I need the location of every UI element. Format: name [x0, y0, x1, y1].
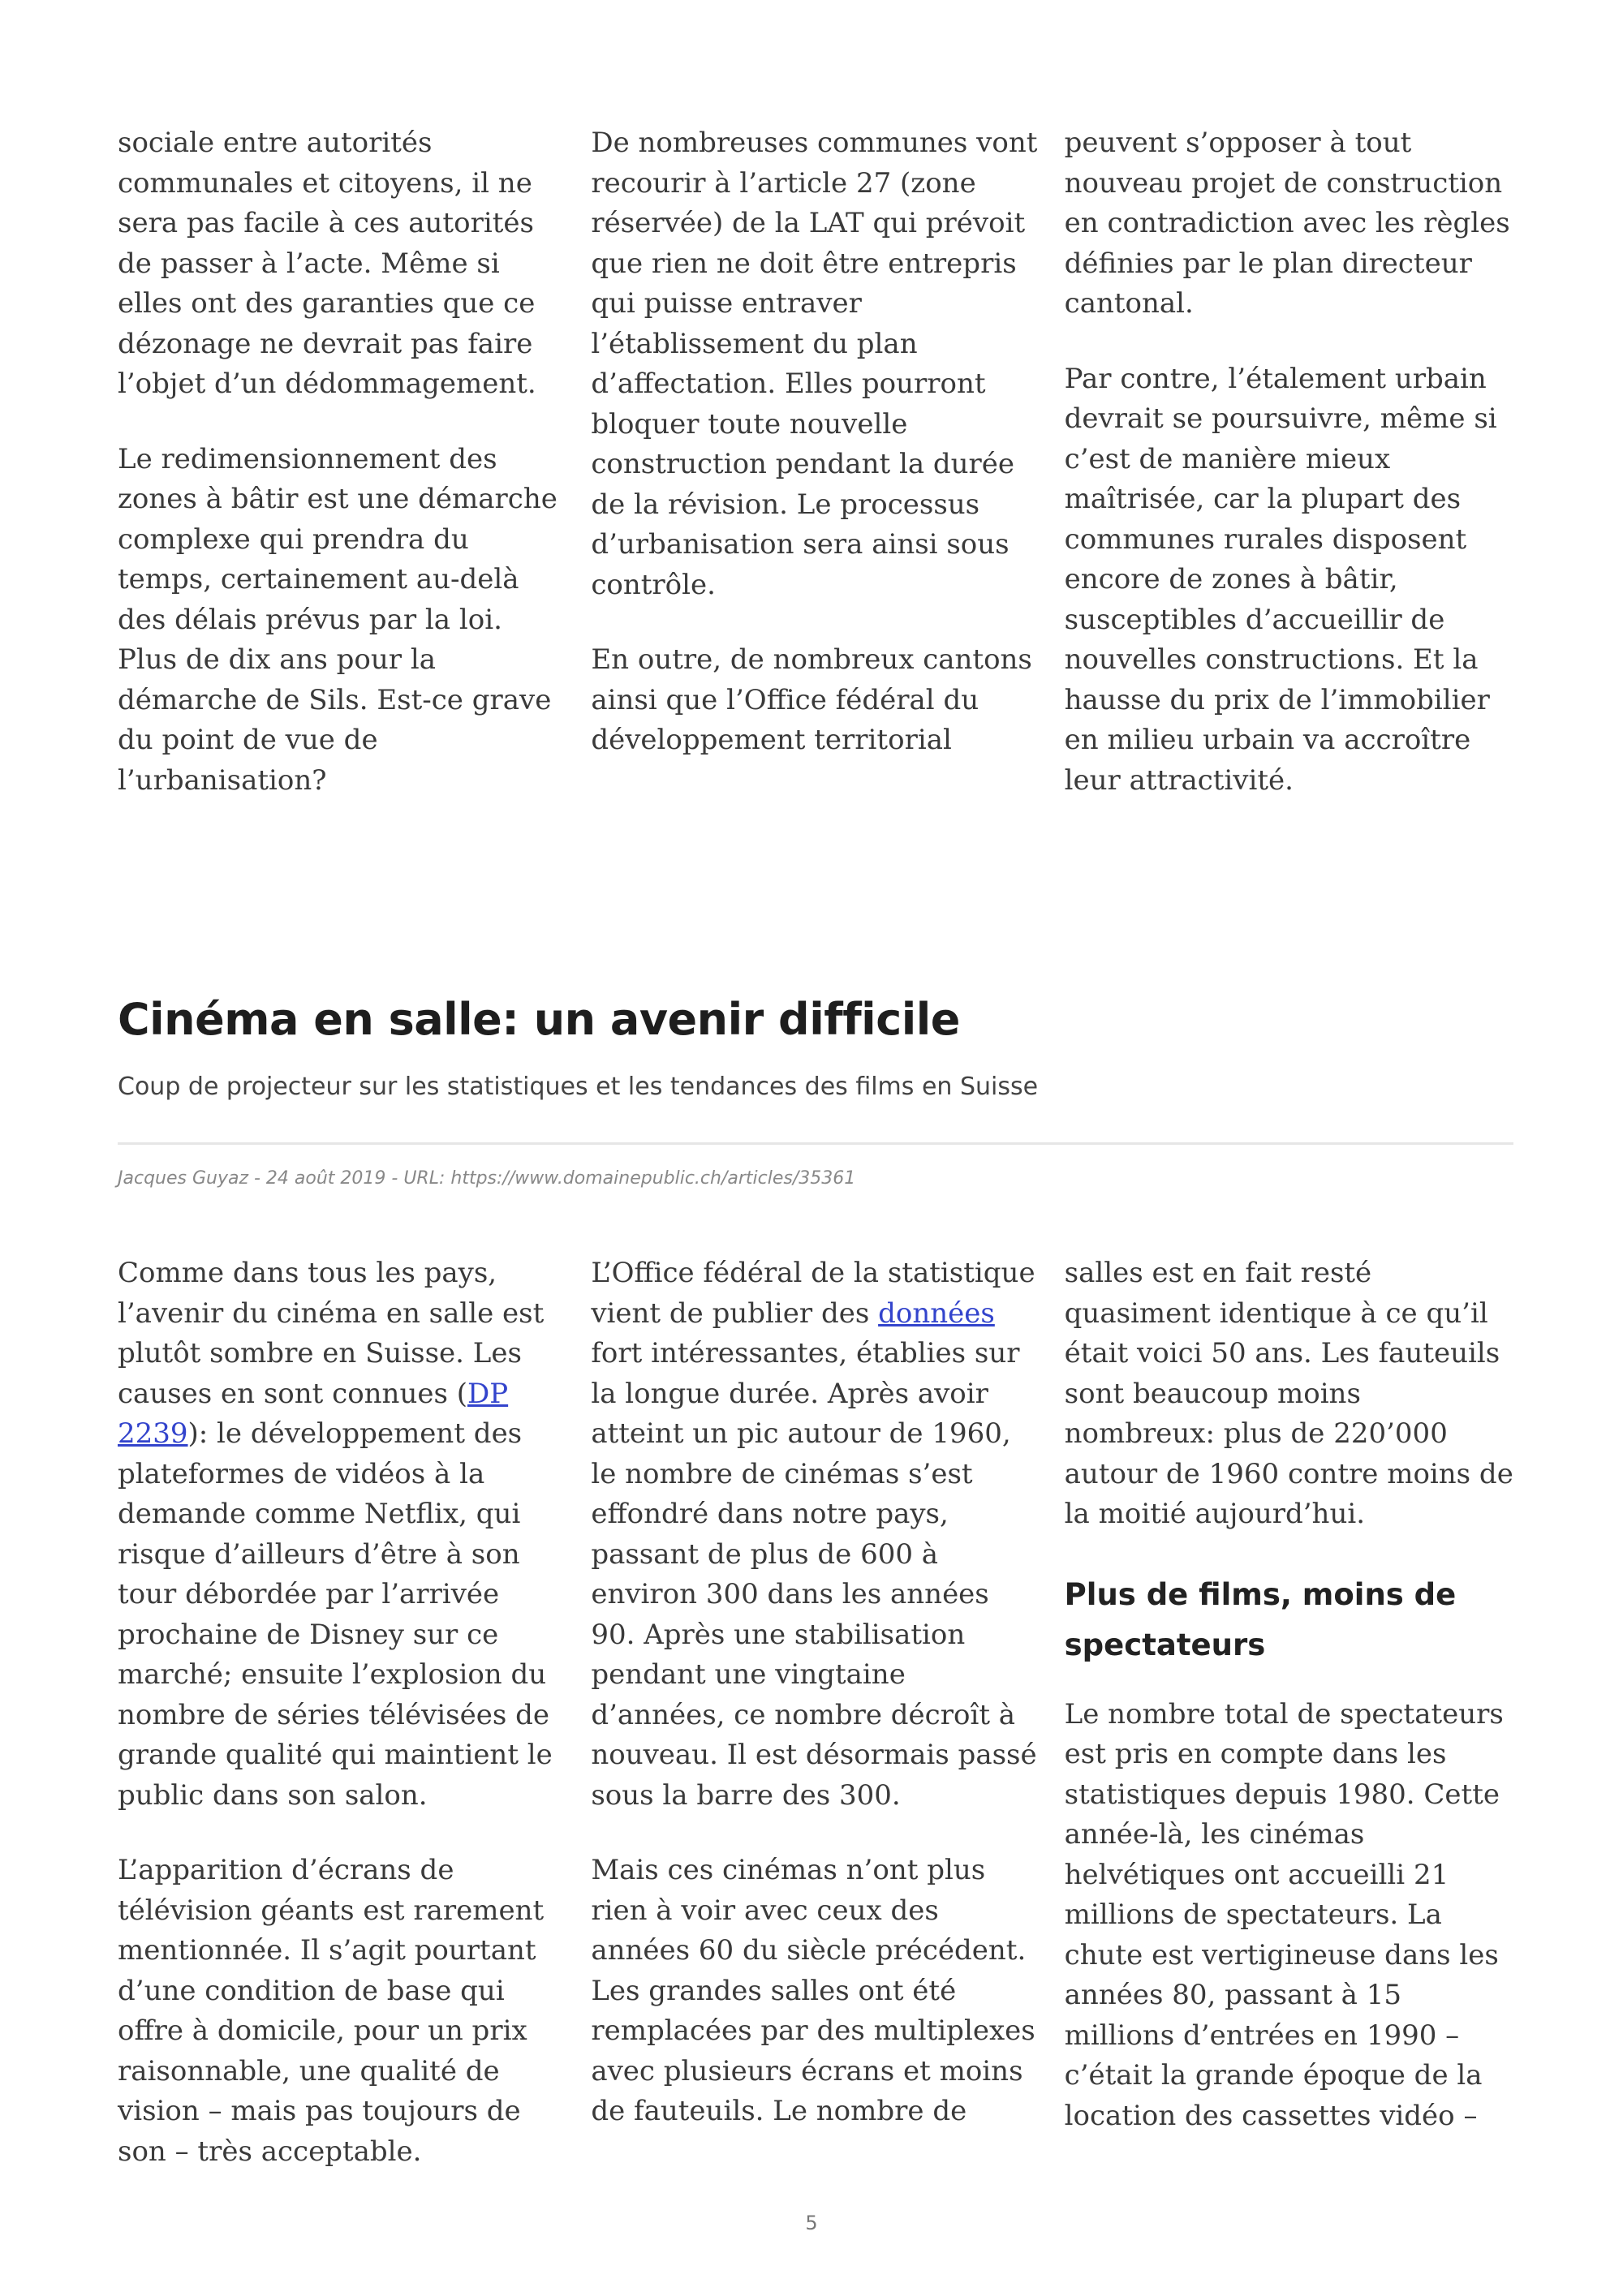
paragraph [591, 1253, 1040, 1816]
paragraph-text: L’Office fédéral de la statistique vient de publier des [591, 1257, 1035, 1330]
article-subtitle: Coup de projecteur sur les statistiques et les tendances des films en Suisse [118, 1073, 1039, 1101]
column-1 [118, 123, 566, 836]
column-2 [591, 1253, 1040, 2207]
paragraph-text: Comme dans tous les pays, l’avenir du cinéma en salle est plutôt sombre en Suisse. Les causes en sont connues ( [118, 1257, 545, 1410]
paragraph: salles est en fait resté quasiment identique à ce qu’il était voici 50 ans. Les fauteuils sont beaucoup moins nombreux: plus de 220’000 autour de 1960 contre moins de la moitié aujourd’hui. [1064, 1257, 1513, 1530]
paragraph-text: fort intéressantes, établies sur la longue durée. Après avoir atteint un pic autour de 1960, le nombre de cinémas s’est effondré dans notre pays, passant de plus de 600 à environ 300 dans les années 90. Après une stabilisation pendant une vingtaine d’années, ce nombre décroît à nouveau. Il est désormais passé sous la barre des 300. [591, 1337, 1037, 1812]
dp-2239-link[interactable]: DP 2239 [118, 1377, 509, 1450]
paragraph: En outre, de nombreux cantons ainsi que l’Office fédéral du développement territorial [591, 643, 1032, 756]
article-byline: Jacques Guyaz - 24 août 2019 - URL: https://www.domainepublic.ch/articles/35361 [118, 1168, 856, 1189]
header-divider [118, 1142, 1513, 1145]
paragraph: sociale entre autorités communales et citoyens, il ne sera pas facile à ces autorités de passer à l’acte. Même si elles ont des garanties que ce dézonage ne devrait pas faire l’objet d’un dédommagement. [118, 127, 536, 400]
paragraph [118, 1253, 566, 1816]
paragraph: L’apparition d’écrans de télévision géants est rarement mentionnée. Il s’agit pourtant d’une condition de base qui offre à domicile, pour un prix raisonnable, une qualité de vision – mais pas toujours de son – très acceptable. [118, 1854, 545, 2168]
page-number: 5 [805, 2212, 818, 2234]
column-1 [118, 1253, 566, 2207]
paragraph: Par contre, l’étalement urbain devrait se poursuivre, même si c’est de manière mieux maîtrisée, car la plupart des communes rurales disposent encore de zones à bâtir, susceptibles d’accueillir de nouvelles constructions. Et la hausse du prix de l’immobilier en milieu urbain va accroître leur attractivité. [1064, 362, 1497, 797]
paragraph: Le nombre total de spectateurs est pris en compte dans les statistiques depuis 1980. Cette année-là, les cinémas helvétiques ont accueilli 21 millions de spectateurs. La chute est vertigineuse dans les années 80, passant à 15 millions d’entrées en 1990 – c’était la grande époque de la location des cassettes vidéo – [1064, 1697, 1504, 2132]
paragraph: peuvent s’opposer à tout nouveau projet de construction en contradiction avec les règles définies par le plan directeur cantonal. [1064, 127, 1510, 320]
paragraph: Mais ces cinémas n’ont plus rien à voir avec ceux des années 60 du siècle précédent. Les grandes salles ont été remplacées par des multiplexes avec plusieurs écrans et moins de fauteuils. Le nombre de [591, 1854, 1035, 2127]
previous-article-columns [118, 123, 1513, 836]
paragraph: De nombreuses communes vont recourir à l’article 27 (zone réservée) de la LAT qui prévoit que rien ne doit être entrepris qui puisse entraver l’établissement du plan d’affectation. Elles pourront bloquer toute nouvelle construction pendant la durée de la révision. Le processus d’urbanisation sera ainsi sous contrôle. [591, 127, 1038, 601]
paragraph: Le redimensionnement des zones à bâtir est une démarche complexe qui prendra du temps, certainement au-delà des délais prévus par la loi. Plus de dix ans pour la démarche de Sils. Est-ce grave du point de vue de l’urbanisation? [118, 442, 558, 797]
column-2 [591, 123, 1040, 836]
column-3 [1065, 1253, 1513, 2207]
article-columns [118, 1253, 1513, 2207]
section-heading: Plus de films, moins de spectateurs [1064, 1576, 1457, 1662]
column-3 [1065, 123, 1513, 836]
donnees-link[interactable]: données [878, 1296, 995, 1330]
paragraph-text: ): le développement des plateformes de vidéos à la demande comme Netflix, qui risque d’ailleurs d’être à son tour débordée par l’arrivée prochaine de Disney sur ce marché; ensuite l’explosion du nombre de séries télévisées de grande qualité qui maintient le public dans son salon. [118, 1417, 553, 1812]
article-title: Cinéma en salle: un avenir difficile [118, 994, 960, 1045]
